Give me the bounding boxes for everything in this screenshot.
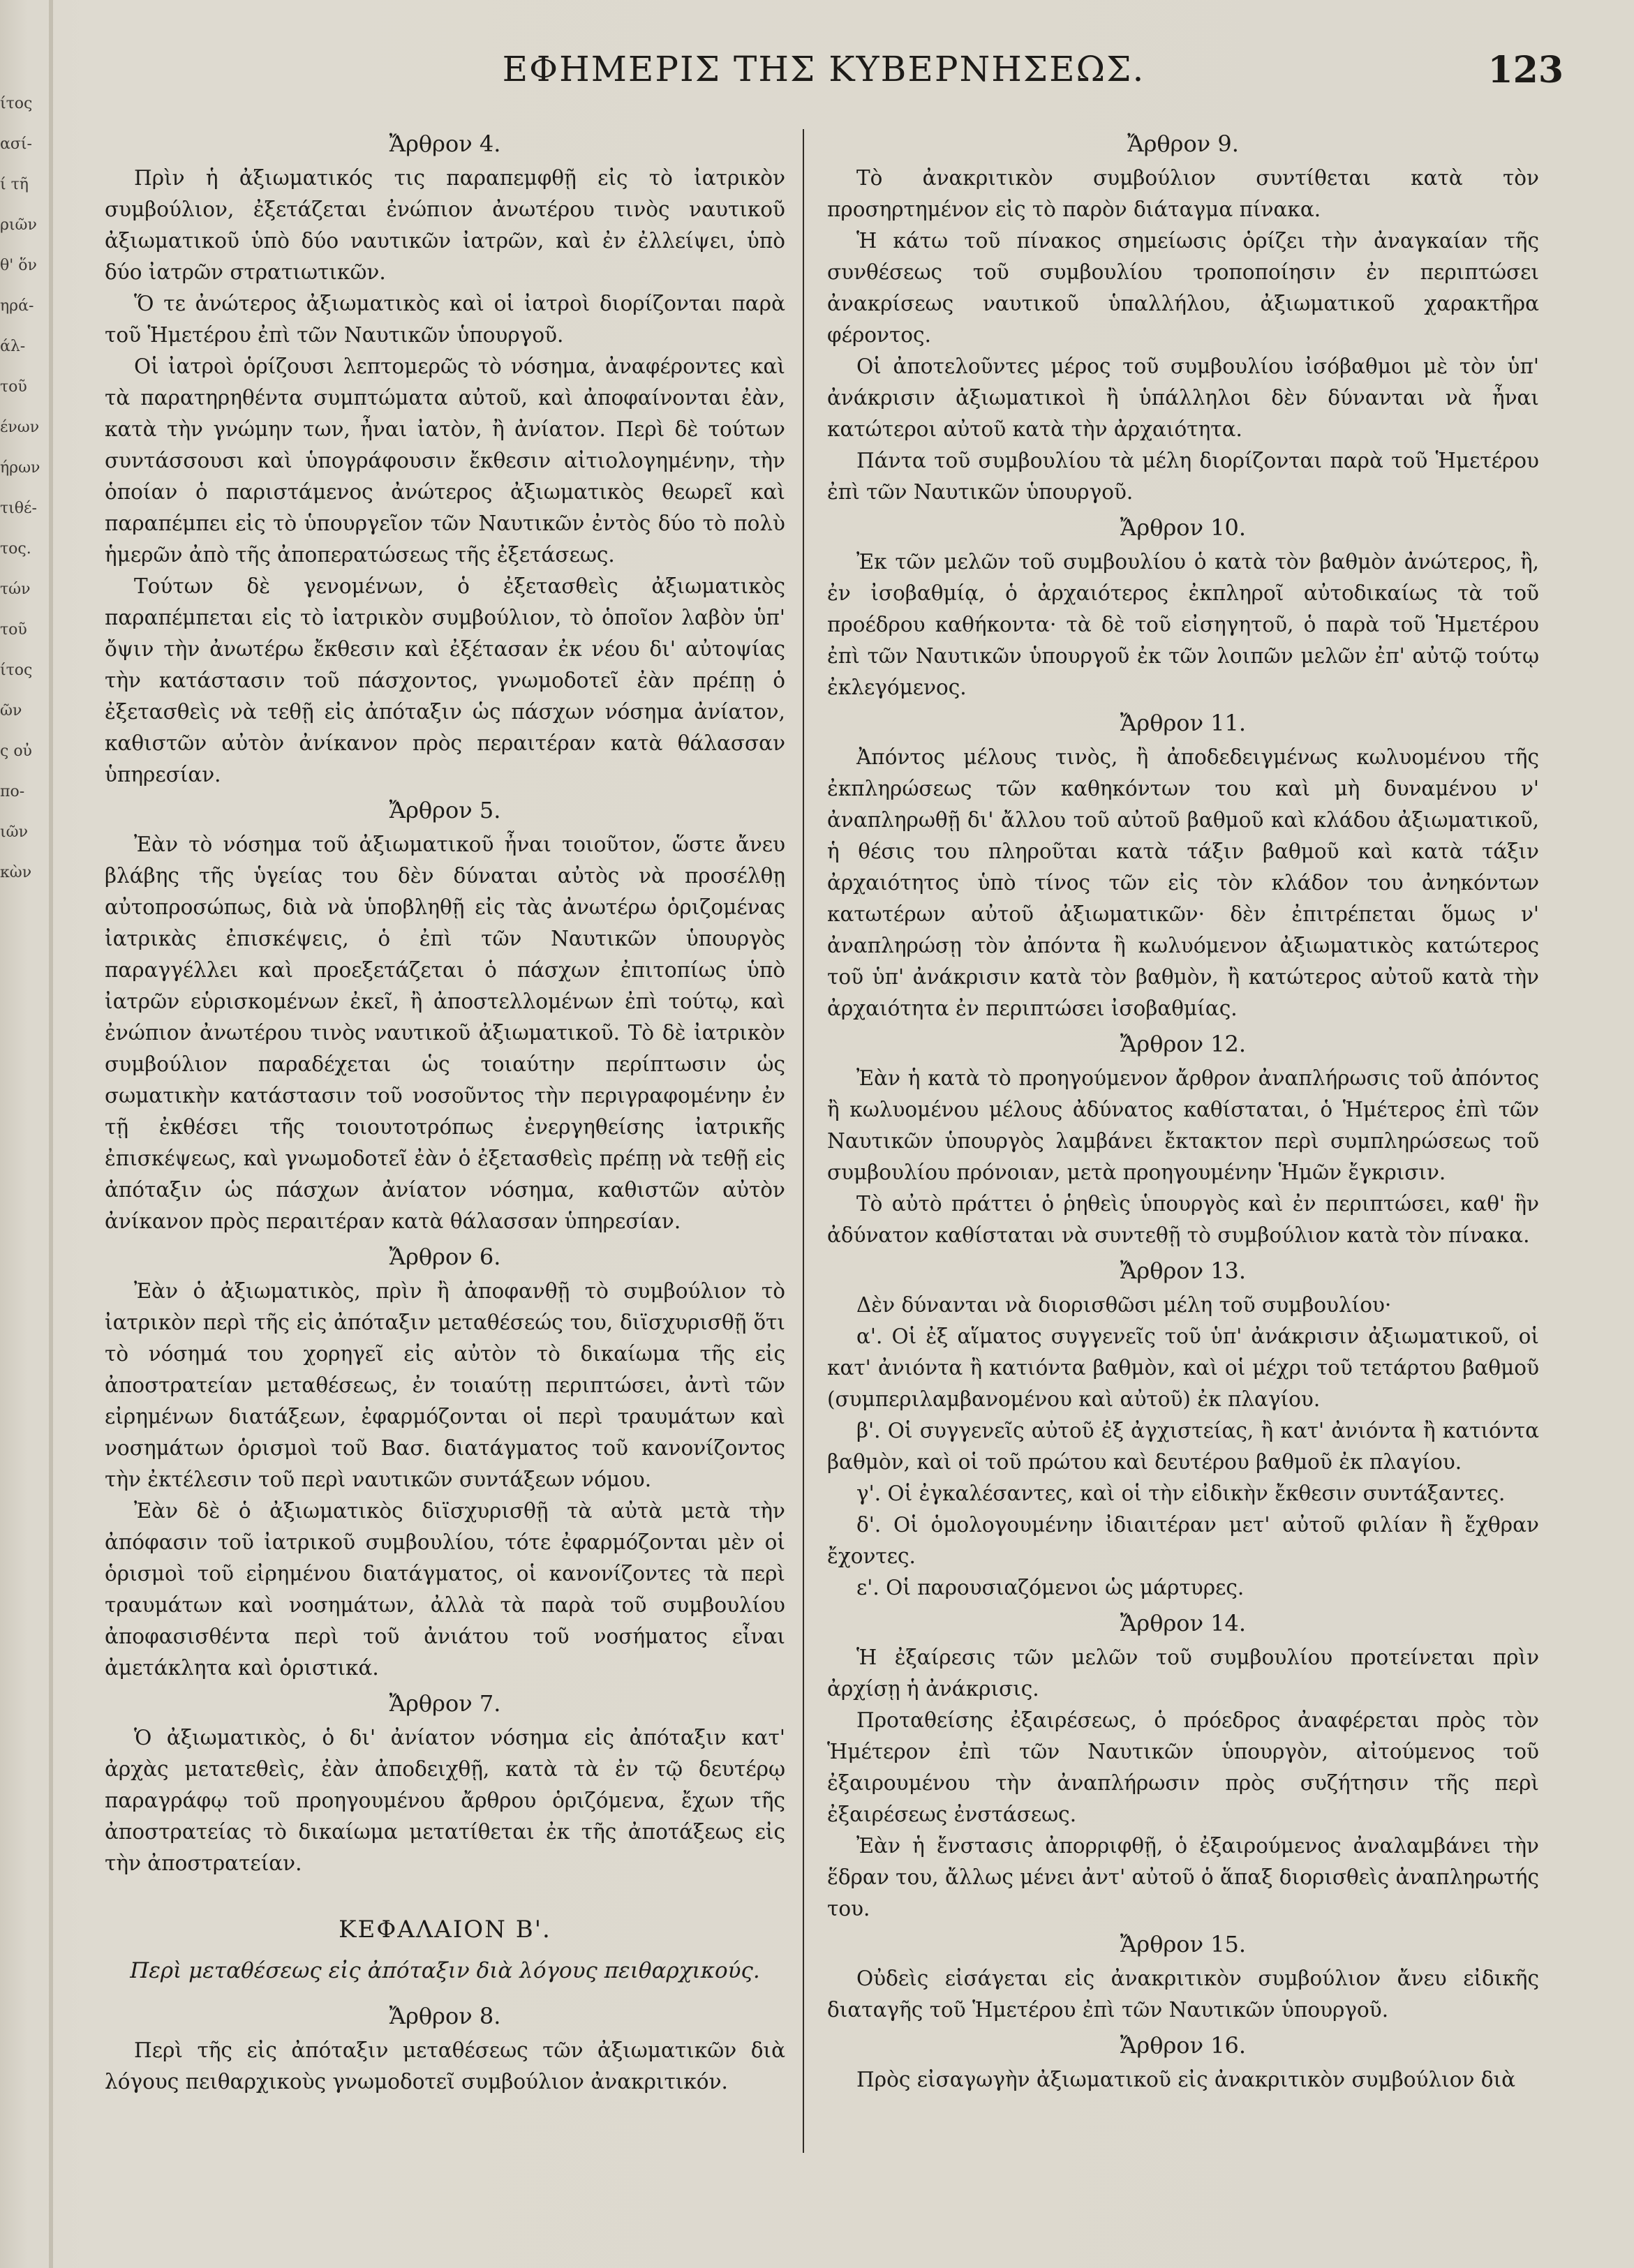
column-divider bbox=[803, 129, 804, 2153]
article-heading: Ἄρθρον 7. bbox=[389, 1690, 501, 1717]
margin-fragment: κὼν bbox=[0, 864, 32, 881]
margin-fragment: ῶν bbox=[0, 702, 22, 719]
article-heading: Ἄρθρον 15. bbox=[1120, 1931, 1247, 1957]
article-heading: Ἄρθρον 12. bbox=[1120, 1031, 1247, 1057]
paragraph: δ'. Οἱ ὁμολογουμένην ἰδιαιτέραν μετ' αὐτοῦ φιλίαν ἢ ἔχθραν ἔχοντες. bbox=[827, 1513, 1539, 1568]
margin-fragment: τος. bbox=[0, 540, 31, 558]
paragraph: β'. Οἱ συγγενεῖς αὐτοῦ ἐξ ἀγχιστείας, ἢ κατ' ἀνιόντα ἢ κατιόντα βαθμὸν, καὶ οἱ τοῦ πρώτου καὶ δευτέρου βαθμοῦ ἐκ πλαγίου. bbox=[827, 1419, 1539, 1474]
paragraph: α'. Οἱ ἐξ αἵματος συγγενεῖς τοῦ ὑπ' ἀνάκρισιν ἀξιωματικοῦ, οἱ κατ' ἀνιόντα ἢ κατιόντα βαθμὸν, καὶ οἱ μέχρι τοῦ τετάρτου βαθμοῦ (συμπεριλαμβανομένου καὶ αὐτοῦ) ἐκ πλαγίου. bbox=[827, 1325, 1539, 1411]
margin-fragment: ήρων bbox=[0, 459, 40, 477]
adjacent-page-margin bbox=[0, 84, 47, 1200]
article-heading: Ἄρθρον 6. bbox=[389, 1244, 501, 1270]
margin-fragment: ριῶν bbox=[0, 216, 37, 234]
paragraph: Ἐὰν τὸ νόσημα τοῦ ἀξιωματικοῦ ἦναι τοιοῦτον, ὥστε ἄνευ βλάβης τῆς ὑγείας του δὲν δύναται αὐτὸς νὰ προσέλθῃ αὐτοπροσώπως, διὰ νὰ ὑποβληθῇ εἰς τὰς ἀνωτέρω ὁριζομένας ἰατρικὰς ἐπισκέψεις, ὁ ἐπὶ τῶν Ναυτικῶν ὑπουργὸς παραγγέλλει καὶ προεξετάζεται ὁ πάσχων ἐπιτοπίως ὑπὸ ἰατρῶν εὑρισκομένων ἐκεῖ, ἢ ἀποστελλομένων ἐπὶ τούτῳ, καὶ ἐνώπιον ἀνωτέρου τινὸς ναυτικοῦ ἀξιωματικοῦ. Τὸ δὲ ἰατρικὸν συμβούλιον παραδέχεται ὡς τοιαύτην περίπτωσιν ὡς σωματικὴν κατάστασιν τοῦ νοσοῦντος τὴν περιγραφομένην ἐν τῇ ἐκθέσει τῆς τοιουτοτρόπως ἐνεργηθείσης ἰατρικῆς ἐπισκέψεως, καὶ γνωμοδοτεῖ ἐὰν ὁ ἐξετασθεὶς πρέπῃ νὰ τεθῇ εἰς ἀπόταξιν ὡς πάσχων ἀνίατον νόσημα, καθιστῶν αὐτὸν ἀνίκανον πρὸς περαιτέραν κατὰ θάλασσαν ὑπηρεσίαν. bbox=[105, 833, 785, 1233]
paragraph: Προταθείσης ἐξαιρέσεως, ὁ πρόεδρος ἀναφέρεται πρὸς τὸν Ἡμέτερον ἐπὶ τῶν Ναυτικῶν ὑπουργὸν, αἰτούμενος τοῦ ἐξαιρουμένου τὴν ἀναπλήρωσιν πρὸς συζήτησιν τῆς περὶ ἐξαιρέσεως ἐνστάσεως. bbox=[827, 1708, 1539, 1826]
chapter-subtitle: Περὶ μεταθέσεως εἰς ἀπόταξιν διὰ λόγους πειθαρχικούς. bbox=[130, 1958, 760, 1983]
page-header bbox=[84, 49, 1564, 105]
paragraph: Δὲν δύνανται νὰ διορισθῶσι μέλη τοῦ συμβουλίου· bbox=[856, 1293, 1392, 1317]
paragraph: Τὸ αὐτὸ πράττει ὁ ῥηθεὶς ὑπουργὸς καὶ ἐν περιπτώσει, καθ' ἣν ἀδύνατον καθίσταται νὰ συντεθῇ τὸ συμβούλιον κατὰ τὸν πίνακα. bbox=[827, 1192, 1539, 1247]
margin-fragment: τοῦ bbox=[0, 378, 27, 396]
margin-fragment: ί τῆ bbox=[0, 176, 29, 193]
paragraph: Οἱ ἀποτελοῦντες μέρος τοῦ συμβουλίου ἰσόβαθμοι μὲ τὸν ὑπ' ἀνάκρισιν ἀξιωματικοὶ ἢ ὑπάλληλοι δὲν δύνανται νὰ ἦναι κατώτεροι αὐτοῦ κατὰ τὴν ἀρχαιότητα. bbox=[827, 355, 1539, 441]
article-heading: Ἄρθρον 13. bbox=[1120, 1258, 1247, 1284]
margin-fragment: τιθέ- bbox=[0, 500, 37, 517]
left-column bbox=[105, 124, 785, 2225]
margin-fragment: άλ- bbox=[0, 338, 26, 355]
paragraph: Πρὶν ἡ ἀξιωματικός τις παραπεμφθῇ εἰς τὸ ἰατρικὸν συμβούλιον, ἐξετάζεται ἐνώπιον ἀνωτέρου τινὸς ναυτικοῦ ἀξιωματικοῦ ὑπὸ δύο ναυτικῶν ἰατρῶν, καὶ ἐν ἐλλείψει, ὑπὸ δύο ἰατρῶν στρατιωτικῶν. bbox=[105, 166, 785, 284]
chapter-heading: ΚΕΦΑΛΑΙΟΝ Β'. bbox=[339, 1916, 551, 1944]
article-heading: Ἄρθρον 5. bbox=[389, 797, 501, 823]
running-title: ΕΦΗΜΕΡΙΣ ΤΗΣ ΚΥΒΕΡΝΗΣΕΩΣ. bbox=[502, 49, 1145, 89]
article-heading: Ἄρθρον 9. bbox=[1127, 130, 1239, 157]
paragraph: Ἐὰν ἡ ἔνστασις ἀπορριφθῇ, ὁ ἐξαιρούμενος ἀναλαμβάνει τὴν ἕδραν του, ἄλλως μένει ἀντ' αὐτοῦ ὁ ἅπαξ διορισθεὶς ἀναπληρωτής του. bbox=[827, 1834, 1539, 1920]
article-heading: Ἄρθρον 16. bbox=[1120, 2032, 1247, 2059]
article-heading: Ἄρθρον 11. bbox=[1120, 710, 1247, 736]
paragraph: ε'. Οἱ παρουσιαζόμενοι ὡς μάρτυρες. bbox=[856, 1576, 1245, 1599]
article-heading: Ἄρθρον 10. bbox=[1120, 514, 1247, 541]
paragraph: Ἡ ἐξαίρεσις τῶν μελῶν τοῦ συμβουλίου προτείνεται πρὶν ἀρχίσῃ ἡ ἀνάκρισις. bbox=[827, 1646, 1539, 1701]
paragraph: Ἐκ τῶν μελῶν τοῦ συμβουλίου ὁ κατὰ τὸν βαθμὸν ἀνώτερος, ἢ, ἐν ἰσοβαθμίᾳ, ὁ ἀρχαιότερος ἐκπληροῖ αὐτοδικαίως τὰ τοῦ προέδρου καθήκοντα· τὰ δὲ τοῦ εἰσηγητοῦ, ὁ παρὰ τοῦ Ἡμετέρου ἐπὶ τῶν Ναυτικῶν ὑπουργοῦ ἐκ τῶν λοιπῶν μελῶν ἐπ' αὐτῷ τούτῳ ἐκλεγόμενος. bbox=[827, 550, 1539, 699]
paragraph: Οὐδεὶς εἰσάγεται εἰς ἀνακριτικὸν συμβούλιον ἄνευ εἰδικῆς διαταγῆς τοῦ Ἡμετέρου ἐπὶ τῶν Ναυτικῶν ὑπουργοῦ. bbox=[827, 1967, 1539, 2022]
paragraph: Ἐὰν ἡ κατὰ τὸ προηγούμενον ἄρθρον ἀναπλήρωσις τοῦ ἀπόντος ἢ κωλυομένου μέλους ἀδύνατος καθίσταται, ὁ Ἡμέτερος ἐπὶ τῶν Ναυτικῶν ὑπουργὸς λαμβάνει ἔκτακτον περὶ συμπληρώσεως τοῦ συμβουλίου πρόνοιαν, μετὰ προηγουμένην Ἡμῶν ἔγκρισιν. bbox=[827, 1066, 1539, 1184]
article-heading: Ἄρθρον 14. bbox=[1120, 1610, 1247, 1636]
margin-fragment: ίτος bbox=[0, 95, 33, 112]
margin-fragment: θ' ὅν bbox=[0, 257, 37, 274]
margin-fragment: ιῶν bbox=[0, 823, 28, 841]
margin-fragment: ασί- bbox=[0, 135, 32, 153]
paragraph: Περὶ τῆς εἰς ἀπόταξιν μεταθέσεως τῶν ἀξιωματικῶν διὰ λόγους πειθαρχικοὺς γνωμοδοτεῖ συμβούλιον ἀνακριτικόν. bbox=[105, 2038, 785, 2094]
paragraph: γ'. Οἱ ἐγκαλέσαντες, καὶ οἱ τὴν εἰδικὴν ἔκθεσιν συντάξαντες. bbox=[856, 1482, 1506, 1505]
margin-fragment: ηρά- bbox=[0, 297, 34, 315]
paragraph: Ὅ τε ἀνώτερος ἀξιωματικὸς καὶ οἱ ἰατροὶ διορίζονται παρὰ τοῦ Ἡμετέρου ἐπὶ τῶν Ναυτικῶν ὑπουργοῦ. bbox=[105, 292, 785, 347]
paragraph: Ἡ κάτω τοῦ πίνακος σημείωσις ὁρίζει τὴν ἀναγκαίαν τῆς συνθέσεως τοῦ συμβουλίου τροποποίησιν ἐν περιπτώσει ἀνακρίσεως ναυτικοῦ ὑπαλλήλου, ἀξιωματικοῦ χαρακτῆρα φέροντος. bbox=[827, 229, 1539, 347]
paragraph: Πάντα τοῦ συμβουλίου τὰ μέλη διορίζονται παρὰ τοῦ Ἡμετέρου ἐπὶ τῶν Ναυτικῶν ὑπουργοῦ. bbox=[827, 449, 1539, 504]
paragraph: Τούτων δὲ γενομένων, ὁ ἐξετασθεὶς ἀξιωματικὸς παραπέμπεται εἰς τὸ ἰατρικὸν συμβούλιον, τὸ ὁποῖον λαβὸν ὑπ' ὄψιν τὴν ἀνωτέρω ἔκθεσιν καὶ ἐξέτασαν ἐκ νέου δι' αὐτοψίας τὴν κατάστασιν τοῦ πάσχοντος, γνωμοδοτεῖ ἐὰν πρέπῃ ὁ ἐξετασθεὶς νὰ τεθῇ εἰς ἀπόταξιν ὡς πάσχων νόσημα ἀνίατον, καθιστῶν αὐτὸν ἀνίκανον πρὸς περαιτέραν κατὰ θάλασσαν ὑπηρεσίαν. bbox=[105, 574, 785, 786]
paragraph: Ἀπόντος μέλους τινὸς, ἢ ἀποδεδειγμένως κωλυομένου τῆς ἐκπληρώσεως τῶν καθηκόντων του καὶ μὴ δυναμένου ν' ἀναπληρωθῇ δι' ἄλλου τοῦ αὐτοῦ βαθμοῦ καὶ κλάδου ἀξιωματικοῦ, ἡ θέσις του πληροῦται κατὰ τάξιν βαθμοῦ καὶ κατὰ τάξιν ἀρχαιότητος ὑπὸ τίνος τῶν εἰς τὸν κλάδον του ἀνηκόντων κατωτέρων αὐτοῦ ἀξιωματικῶν· δὲν ἐπιτρέπεται ὅμως ν' ἀναπληρώσῃ τὸν ἀπόντα ἢ κωλυόμενον ἀξιωματικὸς κατώτερος τοῦ ὑπ' ἀνάκρισιν κατὰ τὸν βαθμὸν, ἢ κατώτερος αὐτοῦ κατὰ τὴν ἀρχαιότητα ἐν περιπτώσει ἰσοβαθμίας. bbox=[827, 745, 1539, 1020]
paragraph: Ὁ ἀξιωματικὸς, ὁ δι' ἀνίατον νόσημα εἰς ἀπόταξιν κατ' ἀρχὰς μετατεθεὶς, ἐὰν ἀποδειχθῇ, κατὰ τὰ ἐν τῷ δευτέρῳ παραγράφῳ τοῦ προηγουμένου ἄρθρου ὁριζόμενα, ἔχων τῆς ἀποστρατείας τὸ δικαίωμα μετατίθεται ἐκ τῆς ἀποτάξεως εἰς τὴν ἀποστρατείαν. bbox=[105, 1726, 785, 1875]
page-fold bbox=[49, 0, 53, 2268]
margin-fragment: ίτος bbox=[0, 662, 33, 679]
margin-fragment: ένων bbox=[0, 419, 40, 436]
margin-fragment: ς οὐ bbox=[0, 743, 32, 760]
paragraph: Οἱ ἰατροὶ ὁρίζουσι λεπτομερῶς τὸ νόσημα, ἀναφέροντες καὶ τὰ παρατηρηθέντα συμπτώματα αὐτοῦ, καὶ ἀποφαίνονται ἐὰν, κατὰ τὴν γνώμην των, ἦναι ἰατὸν, ἢ ἀνίατον. Περὶ δὲ τούτων συντάσσουσι καὶ ὑπογράφουσιν ἔκθεσιν αἰτιολογημένην, τὴν ὁποίαν ὁ παριστάμενος ἀνώτερος ἀξιωματικὸς θεωρεῖ καὶ παραπέμπει εἰς τὸ ὑπουργεῖον τῶν Ναυτικῶν ἐντὸς δύο τὸ πολὺ ἡμερῶν ἀπὸ τῆς ἀποπερατώσεως τῆς ἐξετάσεως. bbox=[105, 355, 785, 567]
paragraph: Ἐὰν ὁ ἀξιωματικὸς, πρὶν ἢ ἀποφανθῇ τὸ συμβούλιον τὸ ἰατρικὸν περὶ τῆς εἰς ἀπόταξιν μεταθέσεώς του, διϊσχυρισθῇ ὅτι τὸ νόσημά του χορηγεῖ εἰς αὐτὸν τὸ δικαίωμα τῆς εἰς ἀποστρατείαν μεταθέσεως, ἐν τοιαύτῃ περιπτώσει, ἀντὶ τῶν εἰρημένων διατάξεων, ἐφαρμόζονται οἱ περὶ τραυμάτων καὶ νοσημάτων ὁρισμοὶ τοῦ Βασ. διατάγματος τοῦ κανονίζοντος τὴν ἐκτέλεσιν τοῦ περὶ ναυτικῶν συντάξεων νόμου. bbox=[105, 1279, 785, 1491]
paragraph: Πρὸς εἰσαγωγὴν ἀξιωματικοῦ εἰς ἀνακριτικὸν συμβούλιον διὰ bbox=[856, 2068, 1516, 2091]
article-heading: Ἄρθρον 8. bbox=[389, 2003, 501, 2029]
margin-fragment: πο- bbox=[0, 783, 25, 800]
right-column bbox=[827, 124, 1539, 2225]
article-heading: Ἄρθρον 4. bbox=[389, 130, 501, 157]
paragraph: Τὸ ἀνακριτικὸν συμβούλιον συντίθεται κατὰ τὸν προσηρτημένον εἰς τὸ παρὸν διάταγμα πίνακα. bbox=[827, 166, 1539, 221]
page-number: 123 bbox=[1487, 49, 1564, 91]
margin-fragment: τών bbox=[0, 581, 31, 598]
margin-fragment: τοῦ bbox=[0, 621, 27, 639]
paragraph: Ἐὰν δὲ ὁ ἀξιωματικὸς διϊσχυρισθῇ τὰ αὐτὰ μετὰ τὴν ἀπόφασιν τοῦ ἰατρικοῦ συμβουλίου, τότε ἐφαρμόζονται μὲν οἱ ὁρισμοὶ τοῦ εἰρημένου διατάγματος, οἱ κανονίζοντες τὰ περὶ τραυμάτων καὶ νοσημάτων, ἀλλὰ τὰ παρὰ τοῦ συμβουλίου ἀποφασισθέντα περὶ τοῦ ἀνιάτου τοῦ νοσήματος εἶναι ἀμετάκλητα καὶ ὁριστικά. bbox=[105, 1499, 785, 1680]
